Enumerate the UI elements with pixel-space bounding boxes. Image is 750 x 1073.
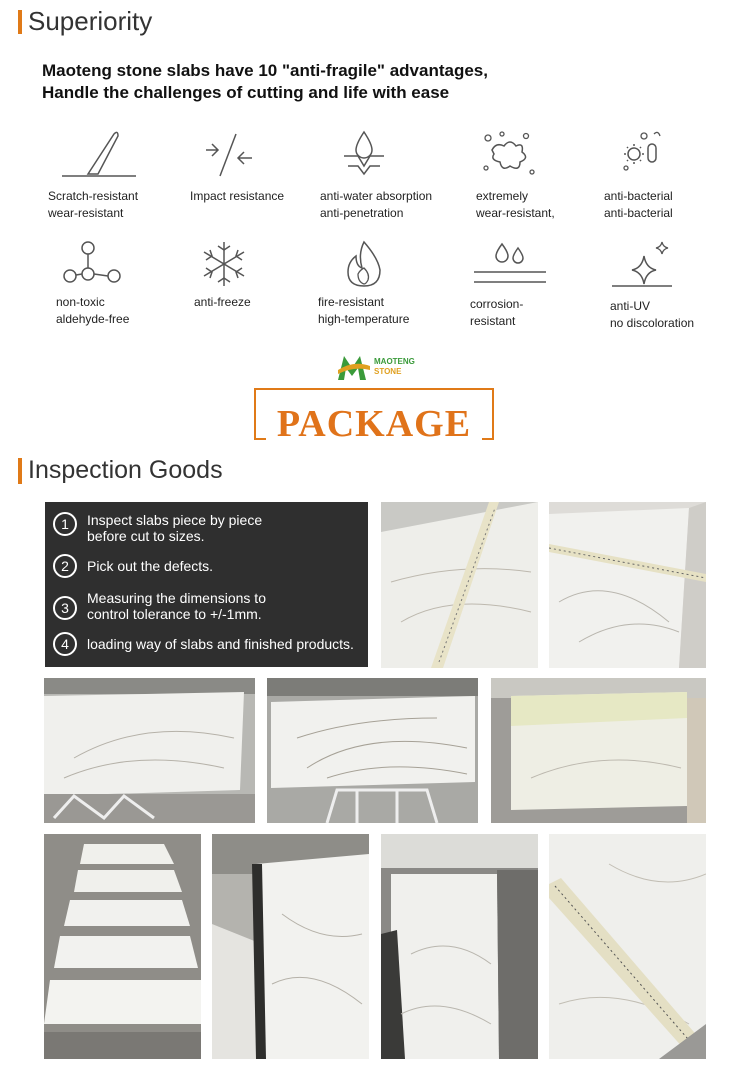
superiority-heading — [18, 6, 152, 37]
advantage-label: anti-freeze — [194, 295, 251, 309]
molecule-icon — [56, 238, 136, 290]
advantage-label: Scratch-resistant — [48, 189, 139, 203]
advantage-label: high-temperature — [318, 312, 410, 326]
maoteng-logo — [336, 352, 415, 382]
slab-rack-photo — [212, 834, 369, 1059]
advantage-label: Impact resistance — [190, 189, 285, 203]
knife-icon — [48, 128, 138, 180]
step-number: 1 — [53, 512, 77, 536]
slab-photo — [44, 678, 255, 823]
advantage-item — [190, 128, 330, 205]
step-item — [53, 512, 262, 544]
advantage-label: wear-resistant — [48, 206, 124, 220]
advantage-label: no discoloration — [610, 316, 695, 330]
advantage-label: anti-water absorption — [320, 189, 433, 203]
sparkle-icon — [610, 238, 680, 290]
flame-icon — [318, 238, 398, 290]
advantage-label: anti-bacterial — [604, 189, 673, 203]
impact-icon — [190, 128, 260, 180]
water-drop-icon — [320, 128, 400, 180]
snowflake-icon — [194, 238, 264, 290]
advantage-label: wear-resistant, — [476, 206, 555, 220]
heading-accent-bar — [18, 458, 22, 484]
advantage-item — [610, 238, 750, 332]
step-text: before cut to sizes. — [87, 528, 205, 544]
inspection-heading — [18, 456, 223, 485]
corrosion-icon — [470, 238, 550, 290]
slab-measure-photo — [549, 502, 706, 668]
slab-photo — [267, 678, 478, 823]
advantage-label: anti-UV — [610, 299, 651, 313]
step-number: 3 — [53, 596, 77, 620]
bacteria-icon — [604, 128, 674, 180]
splatter-icon — [476, 128, 546, 180]
heading-accent-bar — [18, 10, 22, 34]
advantage-item — [320, 128, 460, 222]
advantage-label: fire-resistant — [318, 295, 385, 309]
advantage-label: non-toxic — [56, 295, 105, 309]
package-banner — [254, 388, 494, 445]
slab-stack-photo — [44, 834, 201, 1059]
slab-finished-photo — [381, 834, 538, 1059]
step-text: Pick out the defects. — [87, 558, 214, 574]
advantage-item — [194, 238, 334, 311]
inspection-steps-panel — [45, 502, 368, 667]
slab-measure-photo — [549, 834, 706, 1059]
step-item — [53, 554, 213, 578]
step-number: 2 — [53, 554, 77, 578]
package-title: PACKAGE — [276, 403, 472, 445]
inspection-title: Inspection Goods — [28, 456, 223, 484]
advantage-item — [48, 128, 188, 222]
intro-line-1: Maoteng stone slabs have 10 "anti-fragile" advantages, — [42, 61, 488, 80]
step-item — [53, 632, 354, 656]
advantage-label: aldehyde-free — [56, 312, 130, 326]
advantage-item — [604, 128, 744, 222]
step-number: 4 — [53, 632, 77, 656]
step-item — [53, 590, 266, 622]
slab-measure-photo — [381, 502, 538, 668]
advantage-label: anti-penetration — [320, 206, 404, 220]
advantage-label: corrosion- — [470, 297, 524, 311]
advantage-item — [318, 238, 458, 328]
advantage-label: extremely — [476, 189, 529, 203]
step-text: control tolerance to +/-1mm. — [87, 606, 262, 622]
advantage-item — [56, 238, 196, 328]
advantage-label: anti-bacterial — [604, 206, 673, 220]
advantage-item — [476, 128, 616, 222]
step-text: loading way of slabs and finished products. — [87, 636, 354, 652]
logo-mark — [336, 352, 372, 382]
slab-photo — [491, 678, 706, 823]
logo-line-2: STONE — [374, 367, 402, 376]
superiority-title: Superiority — [28, 6, 153, 36]
step-text: Measuring the dimensions to — [87, 590, 266, 606]
advantage-label: resistant — [470, 314, 516, 328]
step-text: Inspect slabs piece by piece — [87, 512, 263, 528]
intro-line-2: Handle the challenges of cutting and life with ease — [42, 83, 450, 102]
advantage-item — [470, 238, 610, 330]
intro-text — [42, 60, 488, 104]
logo-line-1: MAOTENG — [374, 357, 415, 366]
